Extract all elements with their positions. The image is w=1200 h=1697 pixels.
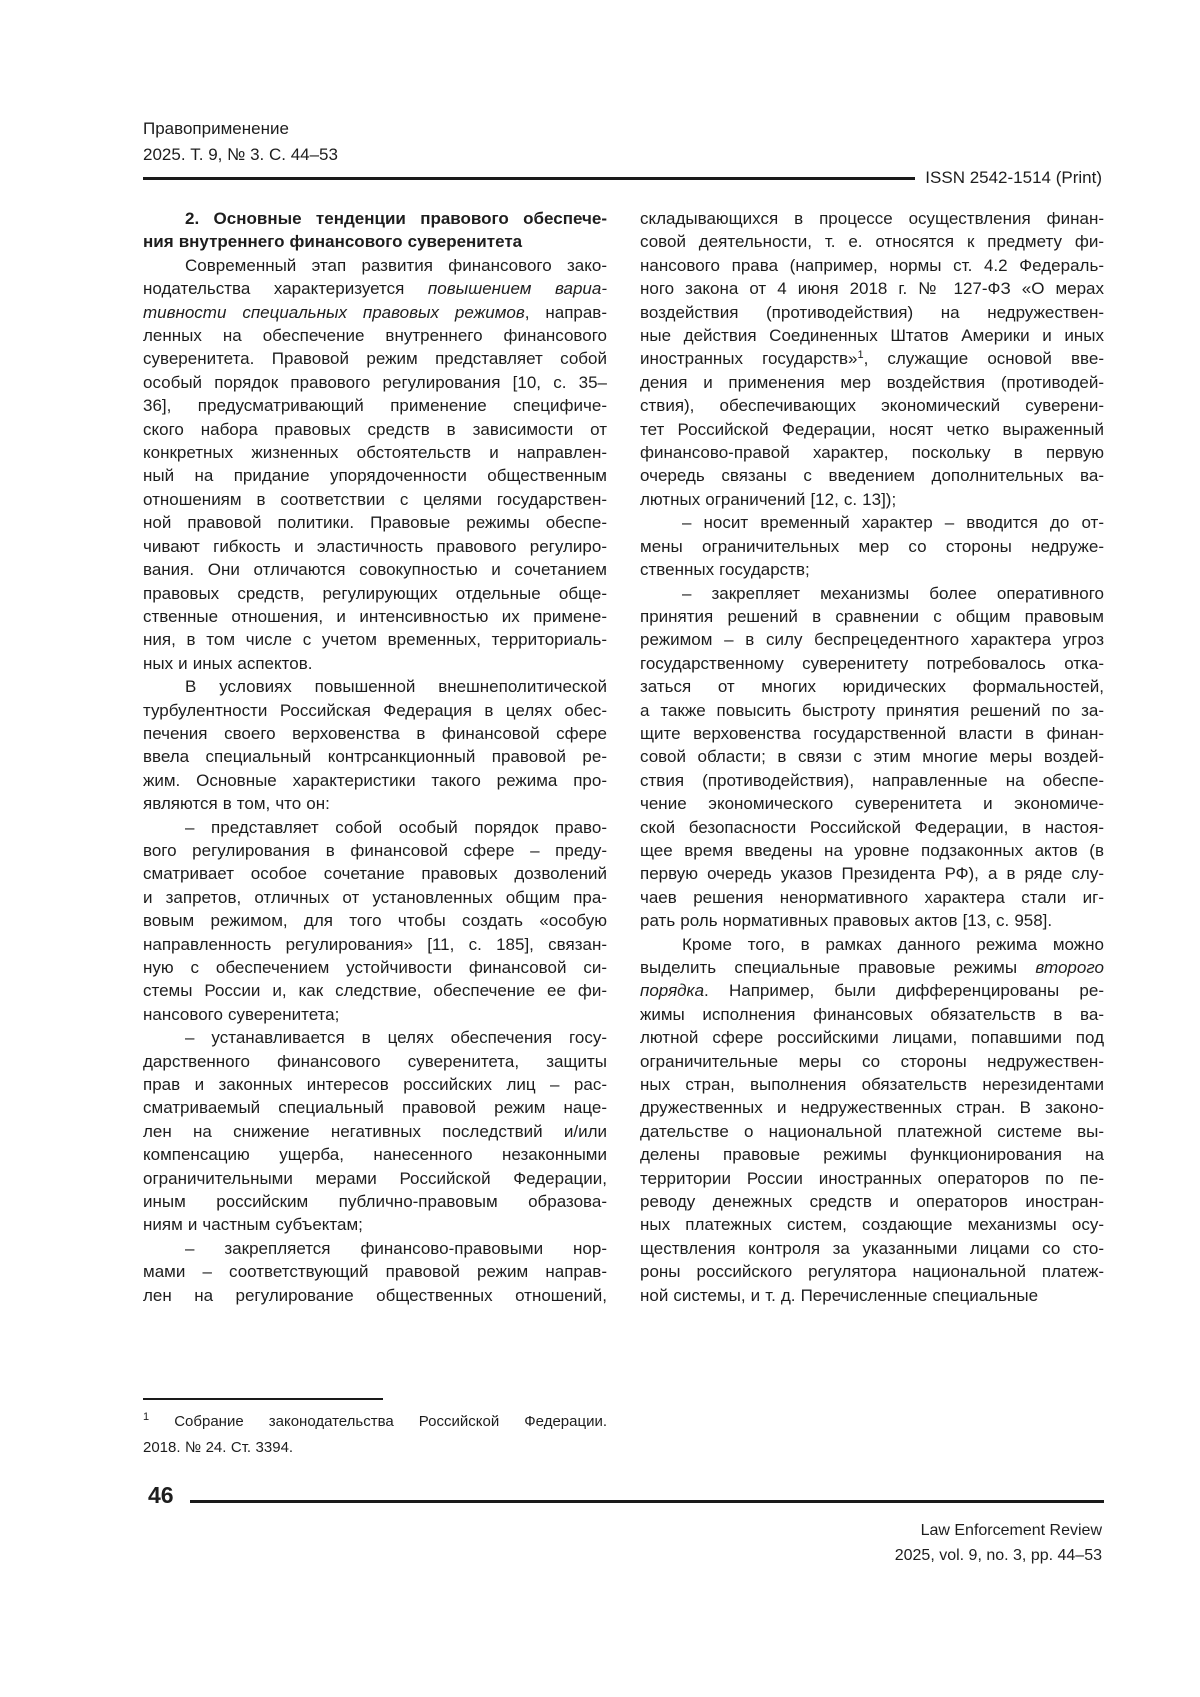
text-line: щите верховенства государственной власти в финан-: [640, 723, 1104, 743]
text-line: правовых средств, регулирующих отдельные обще-: [143, 583, 607, 603]
text-line: ской безопасности Российской Федерации, в настоя-: [640, 817, 1104, 837]
footer-rule: [190, 1500, 1104, 1503]
text-line: печения своего верховенства в финансовой сфере: [143, 723, 607, 743]
page-header: [143, 116, 338, 168]
text-line: совой области; в связи с этим многие меры воздей-: [640, 747, 1104, 767]
text-line: выделить специальные правовые режимы второго: [640, 958, 1104, 977]
text-line: тет Российской Федерации, носят четко выраженный: [640, 419, 1104, 439]
text-line: делены правовые режимы функционирования на: [640, 1145, 1104, 1165]
text-line: ных и иных аспектов.: [143, 653, 313, 673]
text-line: государственному суверенитету потребовалось отка-: [640, 653, 1104, 673]
text-line: ствия (противодействия), направленные на обеспе-: [640, 770, 1104, 790]
text-line: ского набора правовых средств в зависимости от: [143, 419, 607, 439]
text-line: являются в том, что он:: [143, 794, 330, 814]
text-line: и запретов, отличных от установленных общим пра-: [143, 887, 607, 907]
footnote-text: [143, 1409, 607, 1461]
footnote-rule: [143, 1398, 383, 1400]
text-line: лен на регулирование общественных отношений,: [143, 1285, 607, 1305]
page-number: 46: [148, 1482, 174, 1508]
text-line: ной правовой политики. Правовые режимы обеспе-: [143, 513, 607, 533]
journal-issue-en: 2025, vol. 9, no. 3, pp. 44–53: [894, 1547, 1102, 1564]
text-line: дательстве о национальной платежной системе вы-: [640, 1121, 1104, 1141]
text-line: дружественных и недружественных стран. В законо-: [640, 1098, 1104, 1118]
text-line: стемы России и, как следствие, обеспечение ее фи-: [143, 981, 607, 1001]
text-line: иностранных государств»$^1$, служащие основой вве-: [640, 349, 1104, 369]
text-line: жим. Основные характеристики такого режима про-: [143, 770, 607, 790]
text-line: ограничительные меры со стороны недружествен-: [640, 1051, 1104, 1071]
text-line: ввела специальный контрсанкционный правовой ре-: [143, 747, 607, 767]
text-line: ственные отношения, и интенсивностью их примене-: [143, 606, 607, 626]
text-line: жимы исполнения финансовых обязательств в ва-: [640, 1004, 1104, 1024]
text-line: – представляет собой особый порядок право-: [185, 817, 607, 837]
text-line: лютных ограничений [12, с. 13]);: [640, 489, 897, 509]
text-line: Кроме того, в рамках данного режима можно: [682, 934, 1104, 954]
footnote: [143, 1398, 607, 1461]
text-line: нансового права (например, нормы ст. 4.2 Федераль-: [640, 255, 1104, 275]
text-line: – устанавливается в целях обеспечения госу-: [185, 1028, 607, 1048]
journal-title-ru: Правоприменение: [143, 119, 289, 138]
journal-citation-ru: 2025. Т. 9, № 3. С. 44–53: [143, 145, 338, 164]
text-line: территории России иностранных операторов по пе-: [640, 1168, 1104, 1188]
text-line: вовым режимом, для того чтобы создать «особую: [143, 911, 607, 931]
text-line: ния, в том числе с учетом временных, территориаль-: [143, 630, 607, 650]
text-line: ную с обеспечением устойчивости финансовой си-: [143, 958, 607, 977]
text-line: вания. Они отличаются совокупностью и сочетанием: [143, 560, 607, 580]
text-line: отношениям в соответствии с целями государствен-: [143, 489, 607, 509]
text-line: – закрепляется финансово-правовыми нор-: [185, 1238, 607, 1258]
text-line: дения и применения мер воздействия (противодей-: [640, 372, 1104, 392]
text-line: турбулентности Российская Федерация в целях обес-: [143, 700, 607, 720]
issn-label: ISSN 2542-1514 (Print): [925, 168, 1102, 187]
text-line: рать роль нормативных правовых актов [13, с. 958].: [640, 911, 1053, 931]
text-line: совой деятельности, т. е. относятся к предмету фи-: [640, 232, 1104, 252]
text-line: чаев решения ненормативного характера стали иг-: [640, 887, 1104, 907]
text-line: ственных государств;: [640, 560, 810, 580]
text-line: нансового суверенитета;: [143, 1004, 340, 1024]
text-line: дарственного финансового суверенитета, защиты: [143, 1051, 607, 1071]
text-line: 2. Основные тенденции правового обеспече-: [185, 209, 607, 228]
text-line: режимом – в силу беспрецедентного характера угроз: [640, 630, 1104, 650]
text-line: реводу денежных средств и операторов иностран-: [640, 1192, 1104, 1212]
header-rule: [143, 177, 915, 180]
text-line: сматриваемый специальный правовой режим наце-: [143, 1098, 607, 1118]
text-line: ных стран, выполнения обязательств нерезидентами: [640, 1075, 1104, 1095]
text-line: 36], предусматривающий применение специфиче-: [143, 396, 607, 416]
text-line: ного закона от 4 июня 2018 г. № 127-ФЗ «О мерах: [640, 279, 1104, 299]
text-line: иным российским публично-правовым образова-: [143, 1192, 607, 1212]
text-line: вого регулирования в финансовой сфере – преду-: [143, 840, 607, 860]
text-line: роны российского регулятора национальной платеж-: [640, 1262, 1104, 1282]
page-footer: [895, 1518, 1102, 1568]
text-line: финансово-правой характер, поскольку в первую: [640, 443, 1104, 463]
text-line: ной системы, и т. д. Перечисленные специальные: [640, 1285, 1039, 1305]
text-line: 2018. № 24. Ст. 3394.: [143, 1439, 294, 1456]
text-line: компенсацию ущерба, нанесенного незаконными: [143, 1145, 607, 1165]
text-line: сматривает особое сочетание правовых дозволений: [143, 864, 607, 884]
text-line: ленных на обеспечение внутреннего финансового: [143, 326, 607, 346]
text-line: Современный этап развития финансового зако-: [185, 255, 607, 275]
text-line: а также повысить быстроту принятия решений по за-: [640, 700, 1104, 720]
text-line: ограничительными мерами Российской Федерации,: [143, 1168, 607, 1188]
text-line: $^1$ Собрание законодательства Российской Федерации.: [143, 1411, 607, 1430]
text-line: ных платежных систем, создающие механизмы осу-: [640, 1215, 1104, 1235]
text-line: мены ограничительных мер со стороны недруже-: [640, 536, 1104, 556]
left-column: [143, 207, 607, 1307]
text-line: очередь связаны с введением дополнительных ва-: [640, 466, 1104, 486]
text-line: тивности специальных правовых режимов, направ-: [143, 302, 607, 322]
text-line: воздействия (противодействия) на недружествен-: [640, 302, 1104, 322]
text-line: ществления контроля за указанными лицами со сто-: [640, 1238, 1104, 1258]
text-line: ствия), обеспечивающих экономический суверени-: [640, 396, 1104, 416]
text-line: ные действия Соединенных Штатов Америки и иных: [640, 326, 1104, 346]
text-line: порядка. Например, были дифференцированы ре-: [640, 981, 1104, 1001]
text-line: конкретных жизненных обстоятельств и направлен-: [143, 443, 607, 463]
right-column: [640, 207, 1104, 1307]
text-line: – закрепляет механизмы более оперативного: [682, 583, 1104, 603]
text-line: ния внутреннего финансового суверенитета: [143, 232, 523, 252]
text-line: В условиях повышенной внешнеполитической: [185, 677, 607, 697]
text-line: – носит временный характер – вводится до от-: [682, 513, 1104, 533]
text-line: чивают гибкость и эластичность правового регулиро-: [143, 536, 607, 556]
text-line: принятия решений в сравнении с общим правовым: [640, 606, 1104, 626]
text-line: ниям и частным субъектам;: [143, 1215, 363, 1235]
text-line: заться от многих юридических формальностей,: [640, 677, 1104, 697]
text-line: складывающихся в процессе осуществления финан-: [640, 209, 1104, 228]
text-line: направленность регулирования» [11, с. 185], связан-: [143, 934, 607, 954]
text-line: особый порядок правового регулирования [10, с. 35–: [143, 372, 607, 392]
text-line: суверенитета. Правовой режим представляет собой: [143, 349, 607, 369]
text-line: чение экономического суверенитета и экономиче-: [640, 794, 1104, 814]
text-line: ный на придание упорядоченности общественным: [143, 466, 607, 486]
text-line: прав и законных интересов российских лиц – рас-: [143, 1075, 607, 1095]
journal-title-en: Law Enforcement Review: [920, 1522, 1102, 1539]
text-line: нодательства характеризуется повышением вариа-: [143, 279, 607, 299]
text-line: щее время введены на уровне подзаконных актов (в: [640, 840, 1104, 860]
text-line: первую очередь указов Президента РФ), а в ряде слу-: [640, 864, 1104, 884]
text-line: мами – соответствующий правовой режим направ-: [143, 1262, 607, 1282]
text-line: лютной сфере российскими лицами, попавшими под: [640, 1028, 1104, 1048]
article-body: [143, 207, 1104, 1307]
text-line: лен на снижение негативных последствий и/или: [143, 1121, 607, 1141]
